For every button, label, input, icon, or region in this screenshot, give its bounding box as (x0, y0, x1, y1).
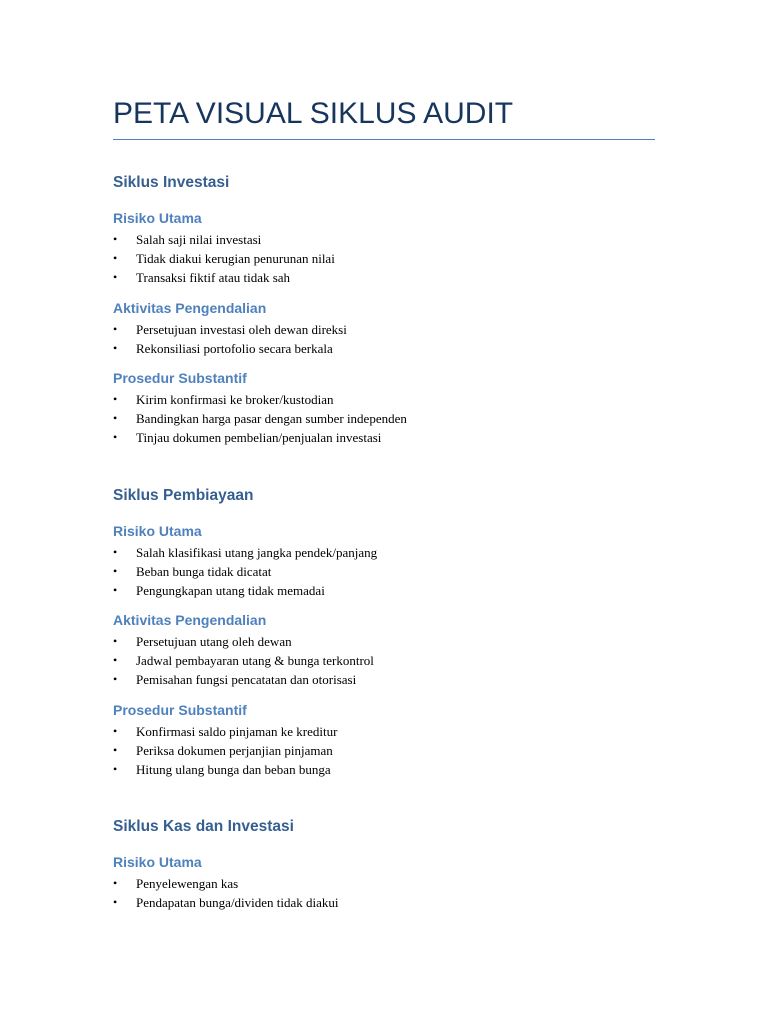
cycle-heading: Siklus Kas dan Investasi (113, 818, 294, 836)
bullet-list (113, 874, 673, 912)
bullet-icon: • (113, 582, 118, 597)
list-item (113, 722, 673, 741)
list-item-text: Persetujuan investasi oleh dewan direksi (136, 321, 347, 337)
list-item-text: Penyelewengan kas (136, 876, 239, 892)
list-item (113, 390, 673, 409)
list-item-text: Bandingkan harga pasar dengan sumber independen (136, 411, 407, 427)
cycle-heading: Siklus Pembiayaan (113, 486, 254, 504)
cycle-section (113, 850, 673, 912)
list-item (113, 874, 673, 893)
list-item-text: Transaksi fiktif atau tidak sah (136, 270, 291, 286)
list-item (113, 230, 673, 249)
list-item-text: Pengungkapan utang tidak memadai (136, 582, 325, 598)
list-item-text: Beban bunga tidak dicatat (136, 563, 272, 579)
section-heading: Risiko Utama (113, 522, 202, 539)
bullet-icon: • (113, 762, 118, 776)
bullet-icon: • (113, 563, 118, 578)
list-item-text: Tinjau dokumen pembelian/penjualan investasi (136, 430, 382, 446)
list-item-text: Konfirmasi saldo pinjaman ke kreditur (136, 723, 338, 739)
list-item-text: Periksa dokumen perjanjian pinjaman (136, 742, 333, 758)
bullet-icon: • (113, 430, 118, 445)
bullet-icon: • (113, 653, 118, 668)
list-item (113, 249, 673, 268)
bullet-list (113, 543, 673, 601)
document-title: PETA VISUAL SIKLUS AUDIT (113, 97, 514, 130)
bullet-icon: • (113, 270, 118, 285)
list-item (113, 670, 673, 689)
list-item (113, 651, 673, 670)
bullet-icon: • (113, 340, 118, 355)
bullet-icon: • (113, 544, 118, 559)
bullet-list (113, 722, 673, 780)
cycle-section (113, 519, 673, 601)
list-item-text: Tidak diakui kerugian penurunan nilai (136, 251, 335, 267)
audit-cycles-container (113, 168, 673, 946)
list-item (113, 562, 673, 581)
bullet-icon: • (113, 742, 118, 757)
bullet-icon: • (113, 723, 118, 738)
list-item-text: Salah klasifikasi utang jangka pendek/panjang (136, 544, 378, 560)
bullet-list (113, 320, 673, 358)
bullet-list (113, 632, 673, 690)
section-heading: Risiko Utama (113, 854, 202, 871)
bullet-list (113, 230, 673, 288)
list-item (113, 741, 673, 760)
cycle-heading: Siklus Investasi (113, 174, 230, 191)
bullet-icon: • (113, 411, 118, 426)
list-item-text: Pemisahan fungsi pencatatan dan otorisasi (136, 672, 357, 688)
bullet-icon: • (113, 232, 118, 246)
list-item (113, 581, 673, 600)
list-item (113, 268, 673, 287)
bullet-icon: • (113, 634, 118, 649)
cycle-section (113, 366, 673, 448)
list-item-text: Salah saji nilai investasi (136, 232, 262, 247)
bullet-icon: • (113, 321, 118, 336)
list-item (113, 339, 673, 358)
list-item (113, 893, 673, 912)
bullet-icon: • (113, 895, 118, 910)
audit-cycle (113, 168, 673, 448)
section-heading: Risiko Utama (113, 210, 202, 226)
bullet-icon: • (113, 391, 118, 406)
list-item (113, 409, 673, 428)
audit-cycle (113, 812, 673, 912)
cycle-section (113, 206, 673, 288)
bullet-icon: • (113, 672, 118, 687)
section-heading: Prosedur Substantif (113, 369, 247, 386)
list-item-text: Hitung ulang bunga dan beban bunga (136, 762, 331, 777)
title-underline-rule (113, 139, 655, 140)
cycle-section (113, 296, 673, 358)
list-item (113, 320, 673, 339)
bullet-icon: • (113, 251, 118, 266)
section-heading: Prosedur Substantif (113, 701, 247, 718)
list-item-text: Pendapatan bunga/dividen tidak diakui (136, 895, 339, 911)
cycle-section (113, 698, 673, 780)
cycle-section (113, 608, 673, 690)
list-item (113, 543, 673, 562)
section-heading: Aktivitas Pengendalian (113, 299, 267, 316)
list-item (113, 760, 673, 779)
list-item-text: Rekonsiliasi portofolio secara berkala (136, 340, 333, 356)
list-item-text: Persetujuan utang oleh dewan (136, 634, 292, 650)
audit-cycle (113, 481, 673, 780)
bullet-list (113, 390, 673, 448)
list-item (113, 632, 673, 651)
list-item-text: Jadwal pembayaran utang & bunga terkontrol (136, 653, 374, 669)
list-item-text: Kirim konfirmasi ke broker/kustodian (136, 391, 334, 407)
bullet-icon: • (113, 876, 118, 891)
section-heading: Aktivitas Pengendalian (113, 612, 267, 629)
list-item (113, 428, 673, 447)
